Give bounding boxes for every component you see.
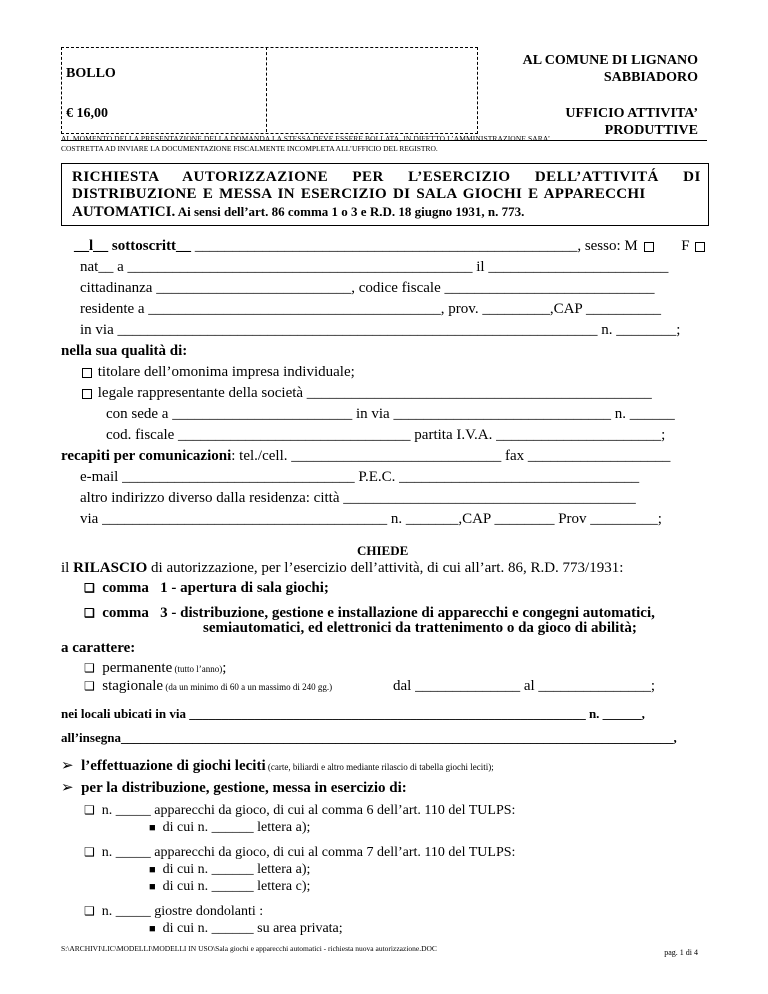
comma1-label: comma 1 - apertura di sala giochi; [102,580,329,596]
permanent-option[interactable] [84,660,226,677]
title-line1: RICHIESTA AUTORIZZAZIONE PER L’ESERCIZIO DELL’ATTIVITÁ DI [72,169,701,185]
permanent-label: permanente [102,660,173,676]
arrow1-icon: ➢ [61,758,74,774]
bullet-icon: ■ [149,822,156,834]
contacts-line[interactable] [61,448,670,465]
item2-sub2-label: di cui n. ______ lettera c); [162,879,311,894]
bullet-icon: ■ [149,881,156,893]
item1-sub1-label: di cui n. ______ lettera a); [162,820,311,835]
office-line1: UFFICIO ATTIVITA’ [565,106,698,121]
item1-sub1[interactable] [149,820,310,836]
distribution-option[interactable] [61,778,407,797]
comma3-label: comma 3 - distribuzione, gestione e installazione di apparecchi e congegni automatici, [102,605,655,621]
seasonal-dates[interactable]: dal ______________ al _______________; [393,678,656,694]
premises-line[interactable]: nei locali ubicati in via _____________________________________________________________ n. ______, [61,706,645,721]
email-line[interactable]: e-mail _______________________________ P.E.C. ________________________________ [80,469,640,485]
recipient-line1: AL COMUNE DI LIGNANO [522,53,698,68]
comma1-checkbox-icon[interactable]: ❑ [84,581,95,595]
sex-label: , sesso: M [577,238,638,254]
bullet-icon: ■ [149,923,156,935]
item1[interactable] [84,803,515,819]
sex-m-checkbox[interactable] [644,242,654,252]
request-intro [61,560,623,577]
seasonal-note: (da un minimo di 60 a un massimo di 240 gg.) [163,682,333,692]
games-option[interactable] [61,756,494,775]
sottoscritto-label: __l__ sottoscritt__ [74,238,192,254]
sex-f-checkbox[interactable] [695,242,705,252]
birth-line[interactable]: nat__ a ______________________________________________ il ________________________ [80,259,669,275]
company-tax-line[interactable]: cod. fiscale _______________________________ partita I.V.A. ______________________; [106,427,666,443]
contacts-label: recapiti per comunicazioni [61,448,232,464]
arrow2-icon: ➢ [61,780,74,796]
company-seat-line[interactable]: con sede a ________________________ in via _____________________________ n. ______ [106,406,675,422]
comma3-line2: semiautomatici, ed elettronici da trattenimento o da gioco di abilità; [203,620,637,636]
item2[interactable] [84,845,515,861]
games-label: l’effettuazione di giochi leciti [81,758,266,774]
item2-sub1[interactable] [149,862,310,878]
recipient-line2: SABBIADORO [603,70,698,85]
seasonal-label: stagionale [102,678,164,694]
footer-path: S:\ARCHIVI\LIC\MODELLI\MODELLI IN USO\Sala giochi e apparecchi automatici - richiesta nuova autorizzazione.DOC [61,944,437,953]
stamp-divider [266,47,267,132]
bullet-icon: ■ [149,864,156,876]
item3-checkbox-icon[interactable]: ❑ [84,904,95,918]
alt-address-line[interactable]: altro indirizzo diverso dalla residenza: città _______________________________________ [80,490,636,506]
item2-checkbox-icon[interactable]: ❑ [84,845,95,859]
name-blank[interactable]: ___________________________________________________ [191,238,578,254]
item3[interactable] [84,904,263,920]
chiede-heading: CHIEDE [357,543,409,558]
character-label: a carattere: [61,640,136,656]
bollo-label: BOLLO [66,66,116,81]
sign-line[interactable]: all’insegna_____________________________________________________________________________________, [61,730,677,745]
item1-checkbox-icon[interactable]: ❑ [84,803,95,817]
quality-option2-checkbox[interactable] [82,389,92,399]
comma3-checkbox-icon[interactable]: ❑ [84,606,95,620]
contacts-fields[interactable]: : tel./cell. ____________________________ fax ___________________ [231,448,671,464]
item3-sub1-label: di cui n. ______ su area privata; [162,921,343,936]
title-line3 [72,203,524,221]
request-intro-post: di autorizzazione, per l’esercizio dell’attività, di cui all’art. 86, R.D. 773/1931: [147,560,624,576]
bollo-amount: € 16,00 [66,106,108,121]
item3-label: n. _____ giostre dondolanti : [101,904,264,919]
item2-label: n. _____ apparecchi da gioco, di cui al comma 7 dell’art. 110 del TULPS: [101,845,516,860]
applicant-line1 [74,238,707,255]
permanent-checkbox-icon[interactable]: ❑ [84,661,95,675]
permanent-end: ; [222,660,227,676]
notice-line1: AL MOMENTO DELLA PRESENTAZIONE DELLA DOMANDA LA STESSA DEVE ESSERE BOLLATA, IN DIFETTO L’AMMINISTRAZIONE SARA’ [61,134,551,143]
item3-sub1[interactable] [149,921,343,937]
item2-sub2[interactable] [149,879,310,895]
seasonal-checkbox-icon[interactable]: ❑ [84,679,95,693]
quality-label: nella sua qualità di: [61,343,188,359]
request-intro-bold: RILASCIO [73,560,148,576]
notice-line2: COSTRETTA AD INVIARE LA DOCUMENTAZIONE FISCALMENTE INCOMPLETA ALL’UFFICIO DEL REGISTRO. [61,144,438,153]
stamp-area [61,47,478,134]
sex-f-label: F [681,238,690,254]
item1-label: n. _____ apparecchi da gioco, di cui al comma 6 dell’art. 110 del TULPS: [101,803,516,818]
permanent-note: (tutto l’anno) [172,664,223,674]
office-line2: PRODUTTIVE [604,123,698,138]
alt-street-line[interactable]: via ______________________________________ n. _______,CAP ________ Prov _________; [80,511,662,527]
quality-option2[interactable] [80,385,652,402]
residence-line[interactable]: residente a _______________________________________, prov. _________,CAP __________ [80,301,661,317]
quality-option1-label: titolare dell’omonima impresa individuale; [97,364,355,380]
item2-sub1-label: di cui n. ______ lettera a); [162,862,311,877]
citizenship-line[interactable]: cittadinanza __________________________, codice fiscale ____________________________ [80,280,655,296]
quality-option1[interactable] [80,364,355,381]
request-intro-pre: il [61,560,74,576]
title-line3-rest: Ai sensi dell’art. 86 comma 1 o 3 e R.D. 18 giugno 1931, n. 773. [175,204,525,219]
title-line2: DISTRIBUZIONE E MESSA IN ESERCIZIO DI SALA GIOCHI E APPARECCHI [72,186,646,202]
distribution-label: per la distribuzione, gestione, messa in esercizio di: [81,780,407,796]
comma1-option[interactable] [84,580,329,597]
seasonal-option[interactable] [84,678,332,695]
title-line3-bold: AUTOMATICI. [72,204,176,220]
page-number: pag. 1 di 4 [664,948,698,957]
quality-option2-label: legale rappresentante della società ______________________________________________ [97,385,652,401]
quality-option1-checkbox[interactable] [82,368,92,378]
street-line[interactable]: in via ________________________________________________________________ n. ________; [80,322,681,338]
games-note: (carte, biliardi e altro mediante rilascio di tabella giochi leciti); [265,762,494,772]
